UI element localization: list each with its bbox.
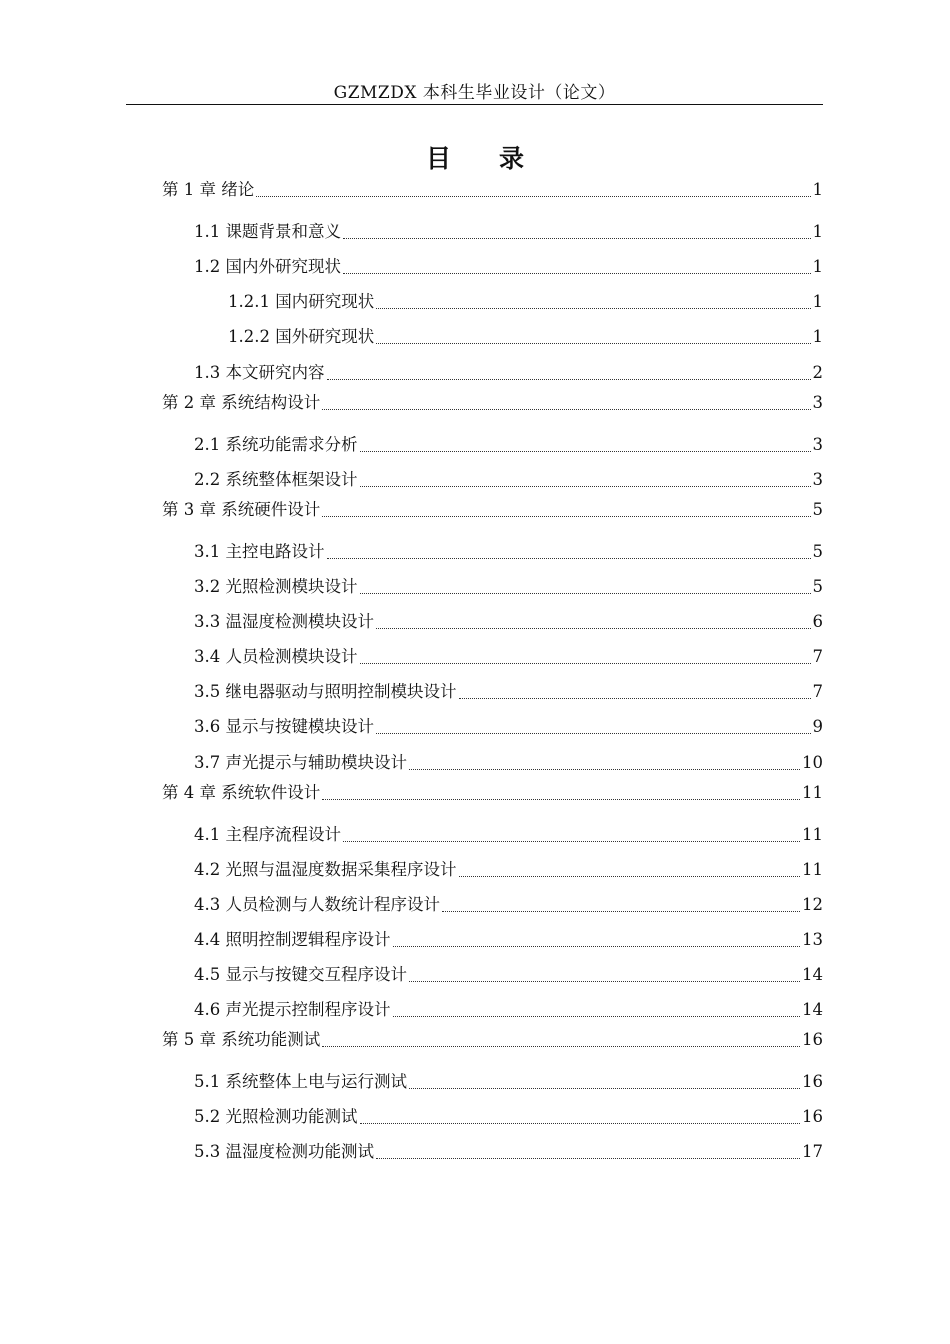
toc-section-entry[interactable]: [194, 433, 823, 457]
toc-dot-leader: [393, 946, 801, 947]
toc-section-entry[interactable]: [194, 575, 823, 599]
toc-entry-page: 2: [812, 363, 823, 382]
toc-dot-leader: [322, 1046, 800, 1047]
toc-dot-leader: [343, 273, 811, 274]
toc-dot-leader: [409, 981, 800, 982]
toc-entry-page: 5: [812, 500, 823, 519]
toc-section-entry[interactable]: [194, 893, 823, 917]
toc-entry-page: 5: [812, 577, 823, 596]
toc-entry-label: 1.3 本文研究内容: [194, 363, 325, 382]
toc-dot-leader: [409, 1088, 800, 1089]
toc-entry-page: 9: [812, 717, 823, 736]
toc-entry-page: 1: [812, 257, 823, 276]
toc-dot-leader: [376, 1158, 800, 1159]
toc-entry-label: 3.2 光照检测模块设计: [194, 577, 358, 596]
toc-entry-label: 1.2 国内外研究现状: [194, 257, 341, 276]
toc-entry-page: 7: [812, 682, 823, 701]
page-header: GZMZDX 本科生毕业设计（论文）: [333, 83, 616, 103]
toc-entry-page: 7: [812, 647, 823, 666]
toc-dot-leader: [409, 769, 800, 770]
toc-section-entry[interactable]: [194, 823, 823, 847]
toc-dot-leader: [343, 841, 800, 842]
toc-entry-label: 第 2 章 系统结构设计: [162, 393, 321, 412]
toc-entry-page: 1: [812, 180, 823, 199]
toc-entry-label: 3.1 主控电路设计: [194, 542, 325, 561]
toc-entry-label: 2.2 系统整体框架设计: [194, 470, 358, 489]
toc-section-entry[interactable]: [194, 963, 823, 987]
toc-dot-leader: [322, 516, 810, 517]
toc-entry-label: 1.2.2 国外研究现状: [228, 327, 375, 346]
toc-dot-leader: [360, 1123, 801, 1124]
toc-dot-leader: [256, 196, 810, 197]
toc-dot-leader: [322, 799, 800, 800]
toc-entry-page: 1: [812, 222, 823, 241]
toc-entry-page: 14: [802, 1000, 823, 1019]
toc-chapter-entry[interactable]: [162, 391, 823, 415]
toc-entry-page: 6: [812, 612, 823, 631]
header-rule: [126, 104, 823, 105]
toc-dot-leader: [393, 1016, 801, 1017]
toc-section-entry[interactable]: [194, 1105, 823, 1129]
toc-section-entry[interactable]: [194, 255, 823, 279]
toc-dot-leader: [327, 379, 811, 380]
toc-entry-label: 2.1 系统功能需求分析: [194, 435, 358, 454]
toc-entry-page: 16: [802, 1072, 823, 1091]
toc-dot-leader: [376, 733, 811, 734]
toc-title-part2: 录: [499, 144, 525, 173]
toc-entry-page: 16: [802, 1030, 823, 1049]
toc-dot-leader: [376, 343, 810, 344]
toc-section-entry[interactable]: [194, 998, 823, 1022]
toc-section-entry[interactable]: [228, 325, 823, 349]
toc-section-entry[interactable]: [228, 290, 823, 314]
toc-entry-label: 3.6 显示与按键模块设计: [194, 717, 374, 736]
toc-dot-leader: [442, 911, 800, 912]
toc-chapter-entry[interactable]: [162, 498, 823, 522]
toc-dot-leader: [360, 451, 811, 452]
toc-section-entry[interactable]: [194, 468, 823, 492]
toc-entry-page: 11: [802, 860, 823, 879]
toc-dot-leader: [376, 308, 810, 309]
toc-entry-page: 3: [812, 435, 823, 454]
toc-entry-page: 11: [802, 783, 823, 802]
toc-dot-leader: [459, 876, 801, 877]
toc-section-entry[interactable]: [194, 1070, 823, 1094]
toc-entry-label: 1.1 课题背景和意义: [194, 222, 341, 241]
toc-dot-leader: [343, 238, 811, 239]
toc-dot-leader: [376, 628, 811, 629]
toc-entry-label: 5.2 光照检测功能测试: [194, 1107, 358, 1126]
toc-entry-label: 1.2.1 国内研究现状: [228, 292, 375, 311]
toc-chapter-entry[interactable]: [162, 1028, 823, 1052]
toc-entry-page: 1: [812, 327, 823, 346]
toc-dot-leader: [459, 698, 811, 699]
toc-entry-label: 5.3 温湿度检测功能测试: [194, 1142, 374, 1161]
toc-entry-page: 17: [802, 1142, 823, 1161]
toc-section-entry[interactable]: [194, 220, 823, 244]
toc-entry-page: 5: [812, 542, 823, 561]
toc-entry-label: 3.4 人员检测模块设计: [194, 647, 358, 666]
toc-entry-label: 4.2 光照与温湿度数据采集程序设计: [194, 860, 457, 879]
toc-dot-leader: [360, 663, 811, 664]
toc-entry-label: 第 5 章 系统功能测试: [162, 1030, 321, 1049]
toc-title-part1: 目: [425, 144, 451, 173]
toc-section-entry[interactable]: [194, 751, 823, 775]
toc-entry-page: 13: [802, 930, 823, 949]
toc-section-entry[interactable]: [194, 645, 823, 669]
toc-entry-label: 4.5 显示与按键交互程序设计: [194, 965, 407, 984]
toc-entry-label: 3.3 温湿度检测模块设计: [194, 612, 374, 631]
toc-chapter-entry[interactable]: [162, 781, 823, 805]
toc-entry-page: 1: [812, 292, 823, 311]
toc-entry-label: 3.5 继电器驱动与照明控制模块设计: [194, 682, 457, 701]
toc-entry-page: 11: [802, 825, 823, 844]
toc-entry-label: 4.4 照明控制逻辑程序设计: [194, 930, 391, 949]
toc-dot-leader: [360, 486, 811, 487]
toc-section-entry[interactable]: [194, 928, 823, 952]
toc-entry-label: 第 3 章 系统硬件设计: [162, 500, 321, 519]
toc-entry-page: 3: [812, 470, 823, 489]
toc-dot-leader: [360, 593, 811, 594]
toc-title: [0, 139, 950, 175]
toc-entry-page: 12: [802, 895, 823, 914]
toc-section-entry[interactable]: [194, 1140, 823, 1164]
toc-entry-label: 4.1 主程序流程设计: [194, 825, 341, 844]
toc-entry-page: 14: [802, 965, 823, 984]
toc-entry-page: 16: [802, 1107, 823, 1126]
toc-section-entry[interactable]: [194, 361, 823, 385]
toc-chapter-entry[interactable]: [162, 178, 823, 202]
toc-entry-page: 10: [802, 753, 823, 772]
toc-entry-page: 3: [812, 393, 823, 412]
toc-section-entry[interactable]: [194, 540, 823, 564]
toc-entry-label: 4.6 声光提示控制程序设计: [194, 1000, 391, 1019]
toc-dot-leader: [322, 409, 810, 410]
toc-entry-label: 5.1 系统整体上电与运行测试: [194, 1072, 407, 1091]
toc-dot-leader: [327, 558, 811, 559]
toc-section-entry[interactable]: [194, 680, 823, 704]
toc-section-entry[interactable]: [194, 715, 823, 739]
toc-entry-label: 第 1 章 绪论: [162, 180, 255, 199]
toc-section-entry[interactable]: [194, 610, 823, 634]
toc-entry-label: 4.3 人员检测与人数统计程序设计: [194, 895, 440, 914]
toc-entry-label: 3.7 声光提示与辅助模块设计: [194, 753, 407, 772]
toc-section-entry[interactable]: [194, 858, 823, 882]
toc-entry-label: 第 4 章 系统软件设计: [162, 783, 321, 802]
